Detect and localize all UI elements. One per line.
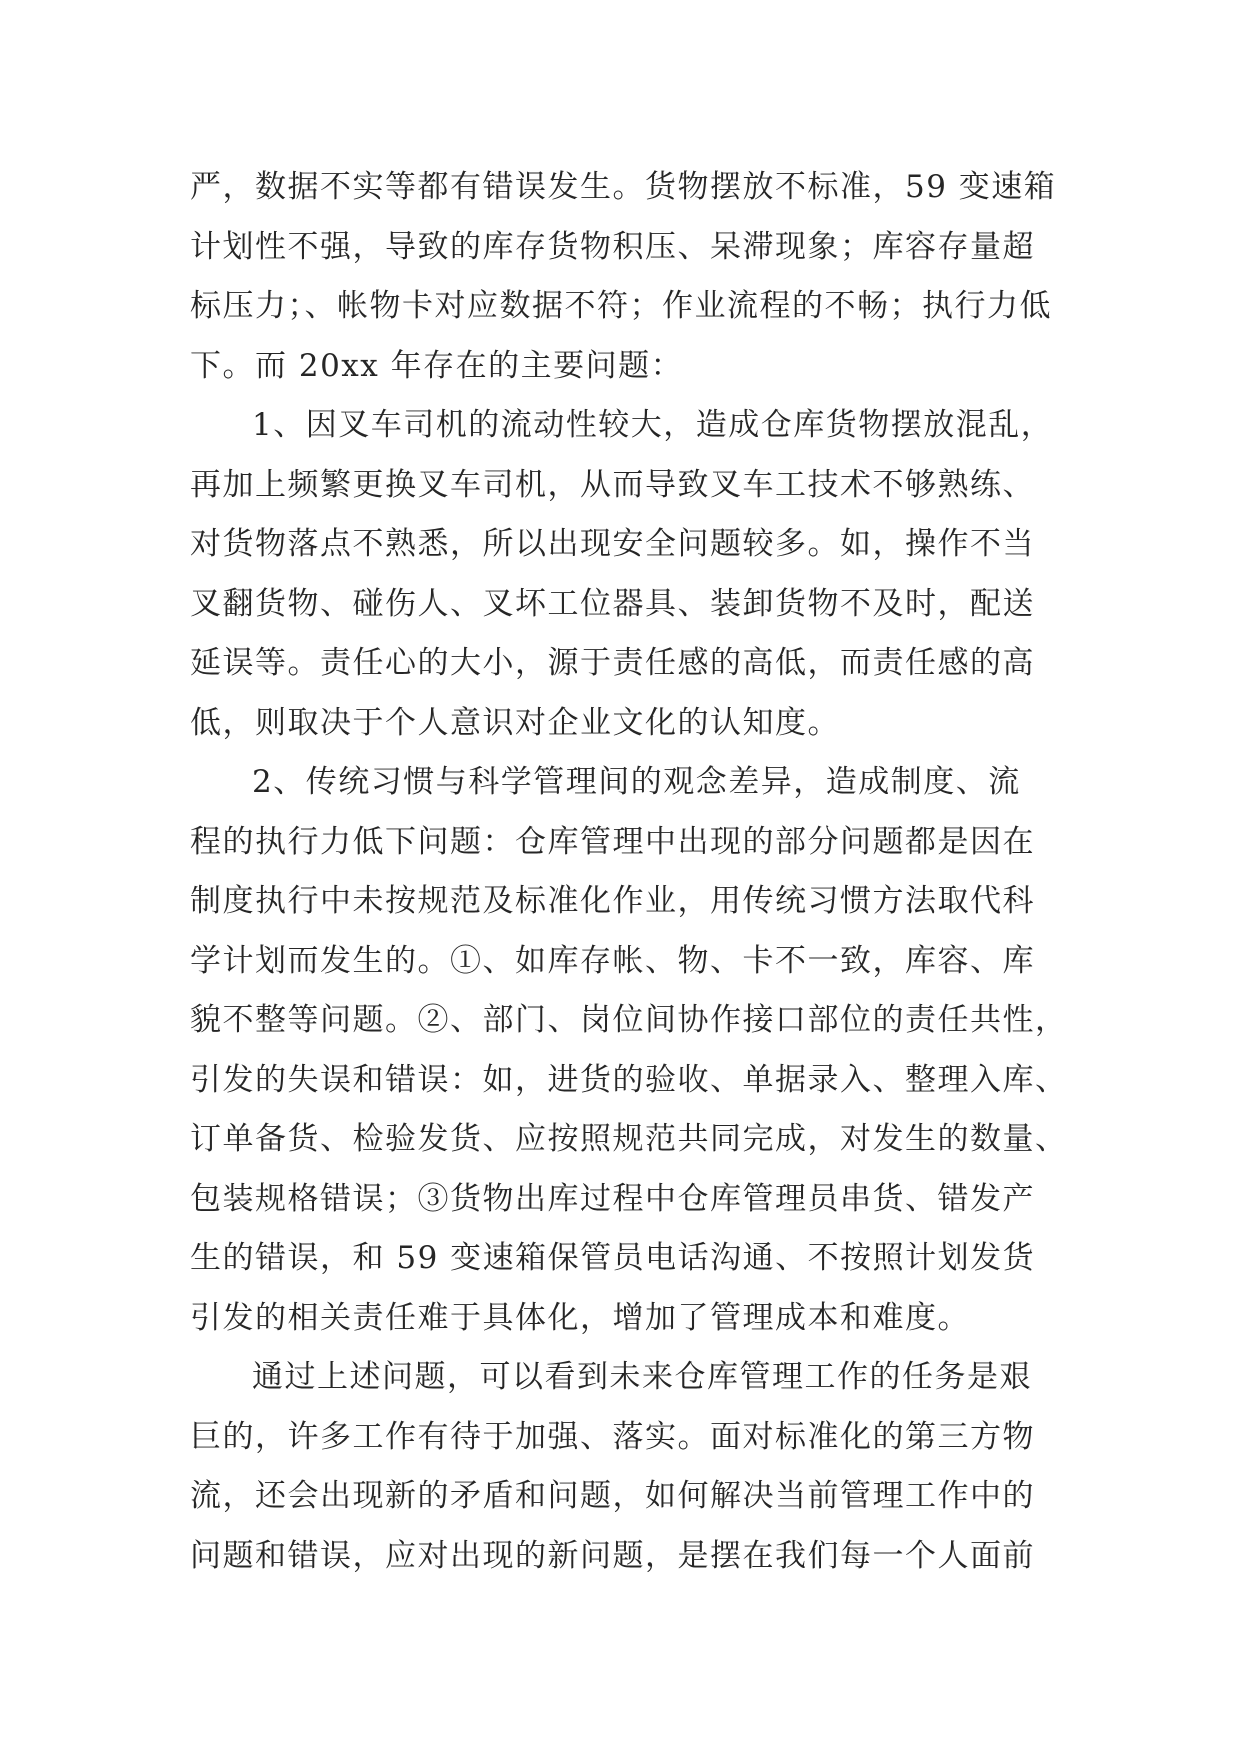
paragraph-start-line: 2、传统习惯与科学管理间的观念差异，造成制度、流 (252, 764, 1021, 800)
document-body (190, 158, 1068, 1586)
text-line: 制度执行中未按规范及标准化作业，用传统习惯方法取代科 (190, 883, 1035, 919)
text-line: 对货物落点不熟悉，所以出现安全问题较多。如，操作不当 (190, 526, 1035, 562)
text-line: 计划性不强，导致的库存货物积压、呆滞现象；库容存量超 (190, 228, 1035, 265)
text-line: 叉翻货物、碰伤人、叉坏工位器具、装卸货物不及时，配送 (190, 585, 1035, 622)
text-line: 生的错误，和 59 变速箱保管员电话沟通、不按照计划发货 (190, 1240, 1036, 1276)
text-line: 巨的，许多工作有待于加强、落实。面对标准化的第三方物 (190, 1418, 1035, 1455)
text-line: 问题和错误，应对出现的新问题，是摆在我们每一个人面前 (190, 1537, 1035, 1574)
text-line: 延误等。责任心的大小，源于责任感的高低，而责任感的高 (190, 645, 1035, 681)
text-line: 包装规格错误；③货物出库过程中仓库管理员串货、错发产 (190, 1180, 1035, 1217)
paragraph-start-line: 通过上述问题，可以看到未来仓库管理工作的任务是艰 (252, 1359, 1032, 1395)
text-line: 引发的相关责任难于具体化，增加了管理成本和难度。 (190, 1299, 970, 1336)
text-line: 低，则取决于个人意识对企业文化的认知度。 (190, 704, 840, 741)
text-line: 流，还会出现新的矛盾和问题，如何解决当前管理工作中的 (190, 1478, 1035, 1514)
paragraph-start-line: 1、因叉车司机的流动性较大，造成仓库货物摆放混乱， (252, 407, 1054, 443)
text-line: 下。而 20xx 年存在的主要问题： (190, 347, 684, 384)
text-line: 貌不整等问题。②、部门、岗位间协作接口部位的责任共性， (190, 1002, 1068, 1038)
text-line: 订单备货、检验发货、应按照规范共同完成，对发生的数量、 (190, 1121, 1068, 1157)
text-line: 引发的失误和错误：如，进货的验收、单据录入、整理入库、 (190, 1061, 1068, 1098)
text-line: 程的执行力低下问题：仓库管理中出现的部分问题都是因在 (190, 823, 1035, 860)
text-line: 学计划而发生的。①、如库存帐、物、卡不一致，库容、库 (190, 942, 1035, 979)
text-line: 再加上频繁更换叉车司机，从而导致叉车工技术不够熟练、 (190, 466, 1035, 503)
text-line: 严，数据不实等都有错误发生。货物摆放不标准，59 变速箱 (190, 169, 1057, 205)
text-line: 标压力；、帐物卡对应数据不符；作业流程的不畅；执行力低 (190, 288, 1052, 324)
